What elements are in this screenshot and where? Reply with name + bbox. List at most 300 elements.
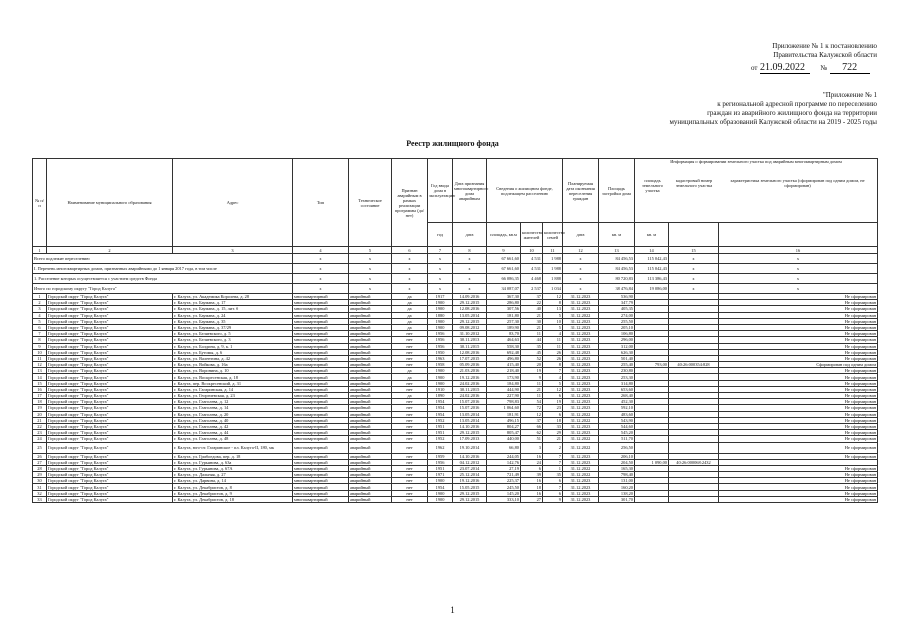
row-state: аварийный: [349, 386, 392, 392]
row-families: 6: [543, 490, 563, 496]
row-address: г. Калуга, ул. Глаголева, д. 42: [173, 423, 293, 429]
row-sq: 314,80: [599, 380, 635, 386]
row-people: 18: [521, 484, 543, 490]
row-address: г. Калуга, ул. Глаголева, д. 48: [173, 436, 293, 442]
row-year: 1900: [428, 374, 453, 380]
row-sq: 483,60: [599, 411, 635, 417]
row-state: аварийный: [349, 331, 392, 337]
row-families: 13: [543, 306, 563, 312]
row-date: 19.12.2016: [453, 374, 487, 380]
row-land-char: Не сформирован: [719, 490, 878, 496]
row-families: 6: [543, 478, 563, 484]
row-area: 227,90: [487, 393, 521, 399]
row-families: 11: [543, 343, 563, 349]
placeholder-x: x: [453, 254, 487, 264]
row-year: 1890: [428, 393, 453, 399]
summary-area: 67 661,60: [487, 264, 521, 274]
row-date: 14.09.2016: [453, 294, 487, 300]
row-people: 11: [521, 380, 543, 386]
placeholder-x: x: [563, 274, 599, 284]
row-people: 24: [521, 459, 543, 465]
summary-people: 4 531: [521, 264, 543, 274]
row-type: многоквартирный: [293, 465, 349, 471]
row-area: 464,63: [487, 337, 521, 343]
row-sq: 405,35: [599, 306, 635, 312]
column-number: 14: [635, 247, 669, 254]
col-plan-date: Планируемая дата окончания переселения граждан: [563, 159, 599, 223]
placeholder-x: x: [392, 254, 428, 264]
row-people: 40: [521, 306, 543, 312]
row-date: 14.10.2016: [453, 423, 487, 429]
row-year: 1951: [428, 430, 453, 436]
row-type: многоквартирный: [293, 399, 349, 405]
row-families: 1: [543, 465, 563, 471]
column-number: 9: [487, 247, 521, 254]
row-plan-date: 31.12.2023: [563, 393, 599, 399]
row-state: аварийный: [349, 478, 392, 484]
row-address: г. Калуга, ул. Баумана, д. 37/29: [173, 324, 293, 330]
row-area: 83,70: [487, 331, 521, 337]
row-sq: 165,30: [599, 465, 635, 471]
row-state: аварийный: [349, 300, 392, 306]
summary-sq: 38 476,84: [599, 284, 635, 294]
row-cadastral: 40:26:000068:2432: [669, 459, 719, 465]
appendix-line2: Правительства Калужской области: [773, 51, 877, 59]
row-sq: 230,80: [599, 368, 635, 374]
row-municipality: Городской округ "Город Калуга": [47, 490, 173, 496]
row-plan-date: 31.12.2023: [563, 355, 599, 361]
row-area: 804,27: [487, 423, 521, 429]
row-number: 1: [33, 294, 47, 300]
row-year: 1880: [428, 312, 453, 318]
row-date: 15.07.2016: [453, 405, 487, 411]
row-area: 173,90: [487, 374, 521, 380]
row-municipality: Городской округ "Город Калуга": [47, 478, 173, 484]
row-date: 29.12.2015: [453, 490, 487, 496]
row-type: многоквартирный: [293, 324, 349, 330]
summary-land-area: 19 086,00: [635, 284, 669, 294]
row-year: 1956: [428, 331, 453, 337]
row-recognized: нет: [392, 478, 428, 484]
column-number: 11: [543, 247, 563, 254]
row-municipality: Городской округ "Город Калуга": [47, 472, 173, 478]
summary-families: 1 988: [543, 264, 563, 274]
row-plan-date: 31.12.2022: [563, 411, 599, 417]
col-area: Площадь застройки дома: [599, 159, 635, 223]
placeholder-x: x: [453, 264, 487, 274]
row-year: 1900: [428, 496, 453, 502]
table-row: [33, 442, 878, 453]
row-municipality: Городской округ "Город Калуга": [47, 368, 173, 374]
row-number: 4: [33, 312, 47, 318]
row-area: 496,15: [487, 417, 521, 423]
row-plan-date: 31.12.2023: [563, 306, 599, 312]
row-land-area: [635, 442, 669, 453]
row-state: аварийный: [349, 484, 392, 490]
row-number: 3: [33, 306, 47, 312]
summary-sq: 84 456,53: [599, 264, 635, 274]
row-people: 62: [521, 430, 543, 436]
row-number: 18: [33, 399, 47, 405]
row-people: 16: [521, 453, 543, 459]
row-address: г. Калуга, ул. Грибоедова, пер. д. 18: [173, 453, 293, 459]
row-date: 09.08.2012: [453, 324, 487, 330]
row-type: многоквартирный: [293, 478, 349, 484]
row-sq: 536,90: [599, 294, 635, 300]
row-state: аварийный: [349, 453, 392, 459]
row-year: 1954: [428, 405, 453, 411]
row-number: 20: [33, 411, 47, 417]
row-plan-date: 31.12.2023: [563, 294, 599, 300]
row-date: 29.12.2015: [453, 300, 487, 306]
row-land-char: Не сформирован: [719, 318, 878, 324]
row-families: 6: [543, 393, 563, 399]
row-date: 04.12.2012: [453, 459, 487, 465]
row-families: 9: [543, 496, 563, 502]
row-type: многоквартирный: [293, 436, 349, 442]
row-year: 1959: [428, 453, 453, 459]
row-area: 1 064,60: [487, 405, 521, 411]
row-year: 1956: [428, 343, 453, 349]
row-sq: 501,40: [599, 355, 635, 361]
row-year: 1910: [428, 386, 453, 392]
page-title: Реестр жилищного фонда: [406, 139, 499, 148]
row-plan-date: 31.12.2022: [563, 442, 599, 453]
placeholder-x: x: [349, 264, 392, 274]
col-year-built: Год ввода дома в эксплуатацию: [428, 159, 453, 223]
row-number: 2: [33, 300, 47, 306]
sub-sq: кв. м: [599, 223, 635, 247]
row-sq: 296,00: [599, 337, 635, 343]
row-number: 19: [33, 405, 47, 411]
row-recognized: да: [392, 306, 428, 312]
row-municipality: Городской округ "Город Калуга": [47, 318, 173, 324]
row-area: 307,56: [487, 306, 521, 312]
row-recognized: нет: [392, 423, 428, 429]
row-type: многоквартирный: [293, 362, 349, 368]
row-state: аварийный: [349, 490, 392, 496]
row-people: 30: [521, 318, 543, 324]
placeholder-x: x: [392, 284, 428, 294]
row-date: 19.10.2014: [453, 442, 487, 453]
row-date: 19.12.2016: [453, 478, 487, 484]
row-number: 32: [33, 490, 47, 496]
row-land-char: Не сформирован: [719, 405, 878, 411]
row-families: 2: [543, 442, 563, 453]
row-sq: 268,40: [599, 393, 635, 399]
row-number: 22: [33, 423, 47, 429]
row-number: 21: [33, 417, 47, 423]
row-recognized: нет: [392, 349, 428, 355]
col-land-info: [635, 159, 878, 223]
row-address: г. Калуга, ул. Воронина, д. 10: [173, 368, 293, 374]
row-plan-date: 31.12.2023: [563, 478, 599, 484]
row-plan-date: 31.12.2023: [563, 423, 599, 429]
placeholder-x: x: [669, 284, 719, 294]
row-families: 26: [543, 349, 563, 355]
row-area: 444,90: [487, 386, 521, 392]
page-number: 1: [450, 605, 455, 615]
row-plan-date: 31.12.2023: [563, 490, 599, 496]
row-state: аварийный: [349, 423, 392, 429]
row-number: 23: [33, 430, 47, 436]
row-number: 6: [33, 324, 47, 330]
program-line1: к региональной адресной программе по переселению: [717, 100, 877, 108]
row-number: 12: [33, 362, 47, 368]
row-families: 35: [543, 472, 563, 478]
row-land-char: Не сформирован: [719, 465, 878, 471]
row-families: 5: [543, 312, 563, 318]
col-cadastral: кадастровый номер земельного участка: [675, 178, 713, 188]
summary-area: 67 661,60: [487, 254, 521, 264]
row-type: многоквартирный: [293, 496, 349, 502]
row-people: 39: [521, 472, 543, 478]
row-address: г. Калуга, ул. Глаголева, д. 12: [173, 399, 293, 405]
row-land-char: Не сформирован: [719, 355, 878, 361]
row-year: 1900: [428, 300, 453, 306]
placeholder-x: x: [293, 284, 349, 294]
row-plan-date: 31.12.2023: [563, 405, 599, 411]
row-people: 9: [521, 374, 543, 380]
col-recog-date: Дата признания многоквартирного дома аварийным: [453, 159, 487, 223]
row-area: 440,00: [487, 436, 521, 442]
row-state: аварийный: [349, 399, 392, 405]
row-families: 8: [543, 362, 563, 368]
row-plan-date: 31.12.2023: [563, 459, 599, 465]
appendix-line1: Приложение № 1 к постановлению: [772, 42, 877, 50]
row-families: 7: [543, 484, 563, 490]
col-mo: Наименование муниципального образования: [47, 159, 173, 247]
row-type: многоквартирный: [293, 484, 349, 490]
column-number: 8: [453, 247, 487, 254]
row-type: многоквартирный: [293, 349, 349, 355]
row-type: многоквартирный: [293, 374, 349, 380]
col-land-char: характеристика земельного участка (сформирован под одним домом, не сформирован): [730, 178, 865, 188]
row-land-area: [635, 496, 669, 502]
row-number: 24: [33, 436, 47, 442]
row-recognized: нет: [392, 472, 428, 478]
row-area: 189,90: [487, 324, 521, 330]
row-municipality: Городской округ "Город Калуга": [47, 459, 173, 465]
row-municipality: Городской округ "Город Калуга": [47, 374, 173, 380]
row-type: многоквартирный: [293, 430, 349, 436]
row-cadastral: [669, 442, 719, 453]
row-year: 1962: [428, 442, 453, 453]
summary-label: Итого по городскому округу "Город Калуга": [33, 284, 293, 294]
placeholder-x: x: [349, 284, 392, 294]
row-date: 12.08.2016: [453, 306, 487, 312]
row-families: 29: [543, 430, 563, 436]
row-cadastral: 40:26:000354:828: [669, 362, 719, 368]
sub-date: дата: [453, 223, 487, 247]
row-land-char: Не сформирован: [719, 417, 878, 423]
row-recognized: нет: [392, 465, 428, 471]
placeholder-x: x: [563, 264, 599, 274]
column-number: 7: [428, 247, 453, 254]
column-number: 13: [599, 247, 635, 254]
row-municipality: Городской округ "Город Калуга": [47, 386, 173, 392]
row-families: 33: [543, 423, 563, 429]
row-number: 17: [33, 393, 47, 399]
row-state: аварийный: [349, 337, 392, 343]
row-sq: 204,50: [599, 459, 635, 465]
row-state: аварийный: [349, 380, 392, 386]
placeholder-x: x: [669, 264, 719, 274]
row-families: 21: [543, 436, 563, 442]
registry-body: [33, 247, 878, 503]
column-number: 1: [33, 247, 47, 254]
row-recognized: нет: [392, 343, 428, 349]
row-state: аварийный: [349, 417, 392, 423]
column-number: 3: [173, 247, 293, 254]
row-number: 26: [33, 453, 47, 459]
row-year: 1954: [428, 411, 453, 417]
row-sq: 312,00: [599, 343, 635, 349]
placeholder-x: x: [719, 264, 878, 274]
row-sq: 592,10: [599, 405, 635, 411]
row-plan-date: 31.12.2022: [563, 472, 599, 478]
row-recognized: нет: [392, 405, 428, 411]
row-people: 3: [521, 442, 543, 453]
row-date: 15.07.2016: [453, 399, 487, 405]
row-state: аварийный: [349, 343, 392, 349]
row-land-char: Не сформирован: [719, 380, 878, 386]
row-people: 6: [521, 465, 543, 471]
row-date: 12.08.2016: [453, 349, 487, 355]
row-recognized: нет: [392, 355, 428, 361]
row-number: 10: [33, 349, 47, 355]
row-area: 181,80: [487, 312, 521, 318]
row-address: г. Калуга, ул. Баумана, д. 35: [173, 318, 293, 324]
row-recognized: нет: [392, 442, 428, 453]
placeholder-x: x: [428, 284, 453, 294]
row-plan-date: 31.12.2022: [563, 465, 599, 471]
row-address: г. Калуга, ул. Баумана, д. 15, лит. б: [173, 306, 293, 312]
land-info-title: Информация о формировании земельного участка под аварийным многоквартирным домом: [670, 159, 842, 164]
row-recognized: нет: [392, 386, 428, 392]
row-type: многоквартирный: [293, 393, 349, 399]
row-number: 15: [33, 380, 47, 386]
app-title: "Приложение № 1: [822, 91, 877, 99]
row-municipality: Городской округ "Город Калуга": [47, 417, 173, 423]
row-address: г. Калуга, ул. Глаголева, д. 20: [173, 411, 293, 417]
row-state: аварийный: [349, 362, 392, 368]
row-year: 1951: [428, 465, 453, 471]
row-municipality: Городской округ "Город Калуга": [47, 355, 173, 361]
row-land-char: Не сформирован: [719, 343, 878, 349]
row-address: г. Калуга, ул. Дальняя, д. 27: [173, 472, 293, 478]
row-land-char: Не сформирован: [719, 423, 878, 429]
row-families: 10: [543, 318, 563, 324]
col-type: Тип: [293, 159, 349, 247]
row-recognized: да: [392, 393, 428, 399]
row-type: многоквартирный: [293, 442, 349, 453]
row-area: 145,20: [487, 490, 521, 496]
row-year: 1952: [428, 436, 453, 442]
row-sq: 653,60: [599, 386, 635, 392]
row-land-char: Не сформирован: [719, 386, 878, 392]
row-recognized: нет: [392, 362, 428, 368]
row-state: аварийный: [349, 355, 392, 361]
table-row: [33, 496, 878, 502]
row-land-char: Не сформирован: [719, 453, 878, 459]
row-recognized: нет: [392, 399, 428, 405]
summary-label: I. Перечень многоквартирных домов, признанных аварийными до 1 января 2017 года, в том числе: [33, 264, 293, 274]
row-date: 13.05.2014: [453, 411, 487, 417]
row-state: аварийный: [349, 405, 392, 411]
row-address: г. Калуга, ул. Декабристов, д. 8: [173, 484, 293, 490]
row-address: г. Калуга, ул. Беляевского, д. 3: [173, 337, 293, 343]
summary-row: [33, 284, 878, 294]
col-state: Техническое состояние: [349, 159, 392, 247]
row-land-char: Не сформирован: [719, 337, 878, 343]
row-address: г. Калуга, ул. Гурьянова, д. 63а: [173, 459, 293, 465]
row-year: 1950: [428, 349, 453, 355]
row-sq: 255,40: [599, 362, 635, 368]
placeholder-x: x: [293, 254, 349, 264]
row-state: аварийный: [349, 496, 392, 502]
summary-people: 4 468: [521, 274, 543, 284]
row-year: 1900: [428, 318, 453, 324]
row-state: аварийный: [349, 393, 392, 399]
row-year: 1900: [428, 306, 453, 312]
row-land-char: Не сформирован: [719, 411, 878, 417]
summary-row: [33, 254, 878, 264]
row-families: 6: [543, 411, 563, 417]
row-cadastral: [669, 496, 719, 502]
row-date: 15.05.2015: [453, 484, 487, 490]
row-people: 35: [521, 343, 543, 349]
row-number: 25: [33, 442, 47, 453]
row-sq: 138,20: [599, 490, 635, 496]
row-municipality: Городской округ "Город Калуга": [47, 484, 173, 490]
row-date: 21.03.2016: [453, 368, 487, 374]
row-area: 558,30: [487, 343, 521, 349]
row-people: 37: [521, 417, 543, 423]
row-sq: 255,50: [599, 318, 635, 324]
column-number: 10: [521, 247, 543, 254]
placeholder-x: x: [349, 254, 392, 264]
col-num: № п/п: [33, 159, 47, 247]
row-sq: 626,30: [599, 349, 635, 355]
row-sq: 545,20: [599, 430, 635, 436]
placeholder-x: x: [563, 254, 599, 264]
row-state: аварийный: [349, 411, 392, 417]
row-land-char: Не сформирован: [719, 472, 878, 478]
row-number: 16: [33, 386, 47, 392]
row-recognized: нет: [392, 430, 428, 436]
row-families: 12: [543, 294, 563, 300]
col-tenants: Сведения о жилищном фонде, подлежащем расселению: [487, 159, 563, 223]
row-address: г. Калуга, ул. Воскресенская, д. 18: [173, 374, 293, 380]
row-area: 257,30: [487, 318, 521, 324]
row-land-char: Не сформирован: [719, 368, 878, 374]
row-year: 1956: [428, 337, 453, 343]
row-area: 415,40: [487, 362, 521, 368]
row-date: 30.11.2013: [453, 337, 487, 343]
placeholder-x: x: [563, 284, 599, 294]
summary-area: 34 087,07: [487, 284, 521, 294]
row-families: 23: [543, 405, 563, 411]
row-land-char: Не сформирован: [719, 399, 878, 405]
row-recognized: да: [392, 294, 428, 300]
row-date: 31.10.2012: [453, 331, 487, 337]
row-area: 142,76: [487, 459, 521, 465]
row-land-char: Не сформирован: [719, 374, 878, 380]
row-area: 66,80: [487, 442, 521, 453]
summary-families: 1 988: [543, 254, 563, 264]
row-address: г. Калуга, ул. Беляевского, д. 5: [173, 331, 293, 337]
